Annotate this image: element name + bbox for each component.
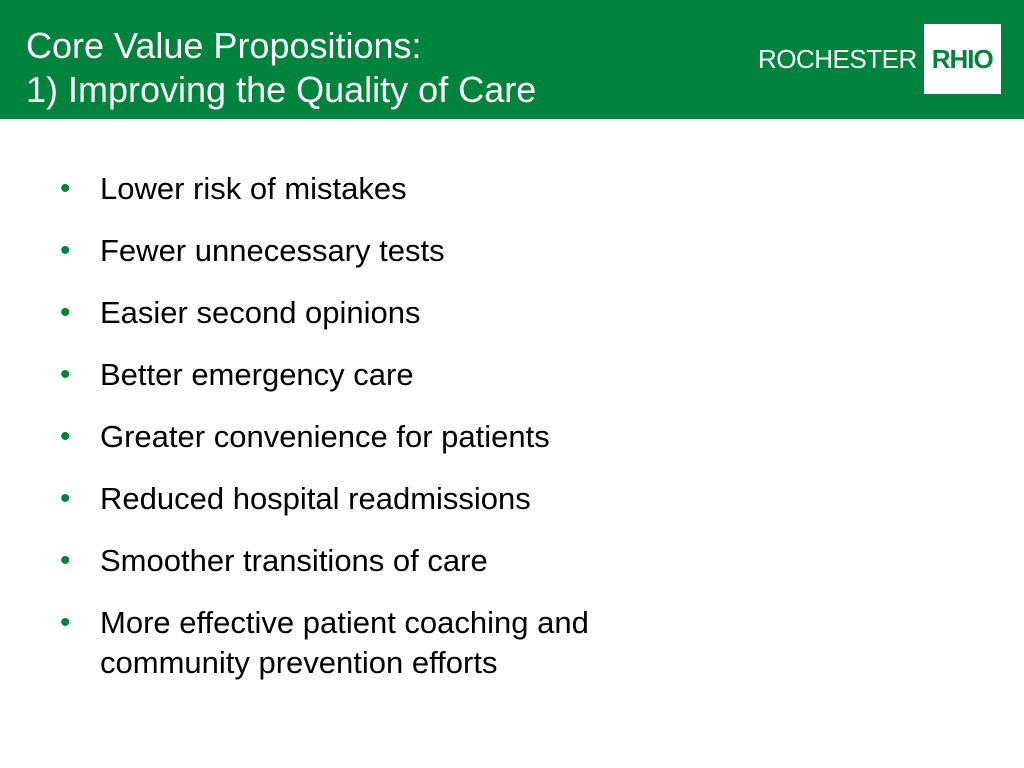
bullet-text: More effective patient coaching and community prevention efforts [100,605,589,680]
bullet-text: Fewer unnecessary tests [100,233,445,268]
bullet-text: Greater convenience for patients [100,419,550,454]
bullet-dot-icon: • [60,544,71,577]
bullet-list [60,169,700,705]
bullet-text: Easier second opinions [100,295,421,330]
bullet-item [60,603,700,683]
slide-title-line-2: 1) Improving the Quality of Care [26,69,537,110]
logo-badge-text: RHIO [931,43,993,74]
bullet-text: Better emergency care [100,357,414,392]
bullet-dot-icon: • [60,296,71,329]
rochester-rhio-logo [758,24,1001,94]
bullet-dot-icon: • [60,358,71,391]
bullet-item [60,479,700,519]
bullet-dot-icon: • [60,234,71,267]
logo-badge [924,24,1001,94]
logo-wordmark: ROCHESTER [758,43,917,74]
bullet-item [60,293,700,333]
bullet-item [60,417,700,457]
slide-title [26,24,536,112]
bullet-text: Lower risk of mistakes [100,171,407,206]
bullet-dot-icon: • [60,606,71,639]
bullet-dot-icon: • [60,482,71,515]
slide-title-line-1: Core Value Propositions: [26,25,422,66]
bullet-item [60,169,700,209]
bullet-dot-icon: • [60,420,71,453]
bullet-item [60,355,700,395]
bullet-item [60,231,700,271]
bullet-item [60,541,700,581]
bullet-text: Smoother transitions of care [100,543,488,578]
bullet-dot-icon: • [60,172,71,205]
bullet-text: Reduced hospital readmissions [100,481,531,516]
header-bar [0,0,1024,119]
